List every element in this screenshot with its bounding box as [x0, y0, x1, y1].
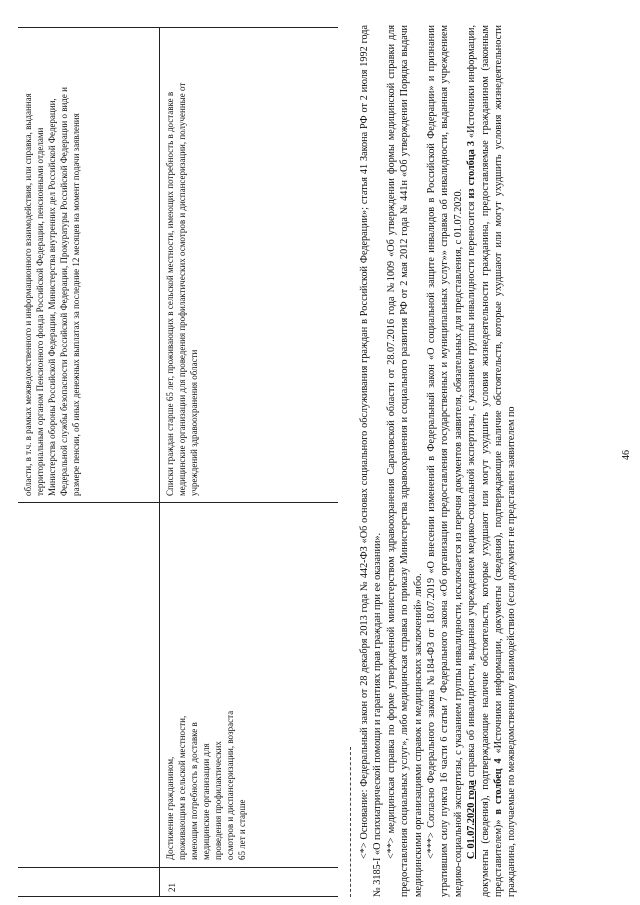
- footnote-marker: <*>: [359, 842, 370, 859]
- footnote-1: [358, 25, 385, 897]
- paragraph-text: «Источники информации, документы (сведения), подтверждающие наличие обстоятельств, которые ухудшают или могут ухудшить условия жизнедеятельности гражданина, предоставляемые гражданином (законным представителем)»: [466, 24, 505, 897]
- table-cell-circumstance: Достижение гражданином, проживающим в сельской местности, имеющим потребность в доставке в медицинские организации для проведения профилактических осмотров и диспансеризации, возраста 65 лет и старше: [165, 710, 247, 860]
- date-emphasis: С 01.07.2020 года: [466, 780, 478, 859]
- footnote-marker: <***>: [426, 832, 438, 859]
- footnote-text: медицинская справка по форме утвержденной министерством здравоохранения Саратовской области от 28.07.2016 года №1009 «Об утверждении формы медицинской справки для предоставления социальных услуг», либо медицинская справка по приказу Министерства здравоохранения и социального развития РФ от 2 мая 2012 года № 441н «Об утверждении Порядка выдачи медицинскими организациями справок и медицинских заключений» либо.: [385, 24, 424, 897]
- column-divider: [18, 867, 159, 868]
- column-divider: [160, 867, 338, 868]
- table-cell-sources: области, в т.ч. в рамках межведомственного и информационного взаимодействия, или справка, выданная территориальным органом Пенсионного фонда Российской Федерации, пенсионными отделами Министерства обороны Российской Федерации, Министерства внутренних дел Российской Федерации, Федеральной службы безопасности Российской Федерации, Прокуратуры Российской Федерации о виде и размере пенсии, об иных денежных выплатах за последние 12 месяцев на момент подачи заявления: [23, 87, 81, 496]
- table-row: [18, 28, 160, 896]
- paragraph-2020: [465, 25, 519, 897]
- column-ref-4: в столбец 4: [493, 758, 505, 815]
- document-table: [18, 27, 338, 897]
- table-cell-sources: Списки граждан старше 65 лет, проживающих в сельской местности, имеющих потребность в доставке в медицинские организации для проведения профилактических осмотров и диспансеризации, полученные от учреждений здравоохранения области: [165, 82, 199, 496]
- paragraph-text: «Источники информации, документы (сведения), подтверждающие наличие обстоятельств, которые ухудшают или могут ухудшить условия жизнедеятельности гражданина, получаемые по межведомственному взаимодействию (если документ не представлен заявителем по: [493, 24, 518, 897]
- paragraph-text: справка об инвалидности, выданная учреждением медико-социальной экспертизы, с указанием группы инвалидности переносится: [466, 201, 478, 778]
- footnote-2: [385, 25, 425, 897]
- table-row: [160, 28, 338, 896]
- footnote-text: Согласно Федерального закона №184-ФЗ от 18.07.2019 «О внесении изменений в Федеральный закон «О социальной защите инвалидов в Российской Федерации» и признании утратившим силу пункта 16 части 6 статьи 7 Федерального закона «Об организации предоставления государственных и муниципальных услуг»» справка об инвалидности, выданная учреждением медико-социальной экспертизы, с указанием группы инвалидности, исключается из перечня документов заявителя, обязательных для представления, с 01.07.2020.: [426, 25, 464, 897]
- column-divider: [18, 502, 159, 503]
- column-divider: [160, 502, 338, 503]
- footnote-3: [425, 25, 465, 897]
- footnotes: [350, 25, 635, 897]
- page-number: 46: [621, 450, 632, 460]
- footnote-text: Основание: Федеральный закон от 28 декабря 2013 года № 442-ФЗ «Об основах социального обслуживания граждан в Российской Федерации»; статья 41 Закона РФ от 2 июля 1992 года № 3185-I «О психиатрической помощи и гарантиях прав граждан при ее оказании».: [359, 24, 384, 897]
- footnote-separator: [350, 747, 351, 897]
- table-cell-number: 21: [167, 883, 177, 892]
- column-ref-3: из столбца 3: [466, 141, 478, 199]
- footnote-marker: <**>: [385, 837, 397, 859]
